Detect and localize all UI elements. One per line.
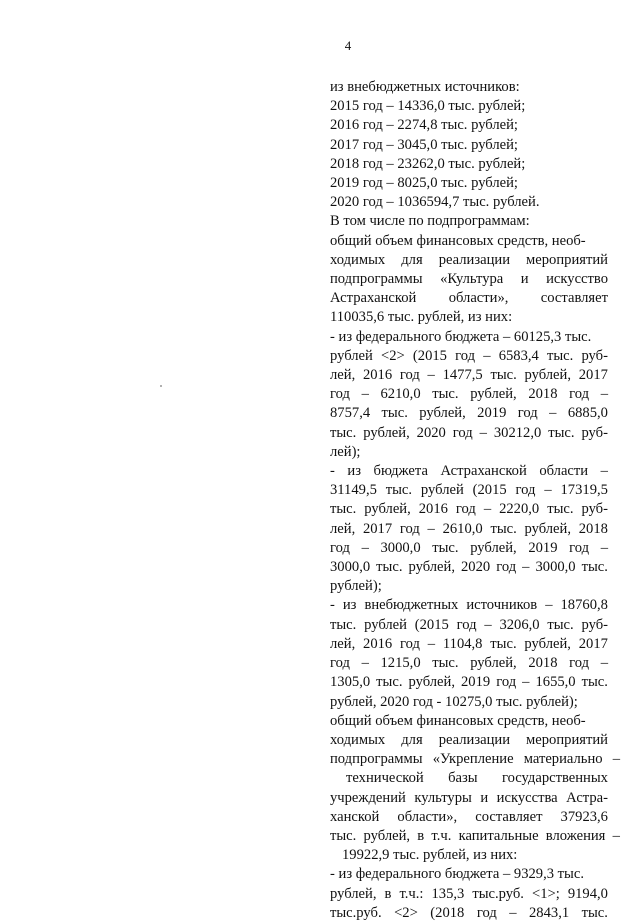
text-line: тыс. рублей, в т.ч. капитальные вложения – (330, 827, 620, 844)
text-line: 3000,0 тыс. рублей, 2020 год – 3000,0 тыс. (330, 559, 608, 576)
text-line: лей, 2016 год – 1104,8 тыс. рублей, 2017 (330, 635, 608, 652)
text-line: год – 6210,0 тыс. рублей, 2018 год – (330, 386, 608, 403)
document-body (330, 78, 620, 923)
text-line: рублей, в т.ч.: 135,3 тыс.руб. <1>; 9194,0 (330, 885, 608, 902)
text-line: 2019 год – 8025,0 тыс. рублей; (330, 175, 518, 192)
text-line: ходимых для реализации мероприятий (330, 251, 608, 268)
text-line: подпрограммы «Культура и искусство (330, 271, 608, 288)
page-number: 4 (344, 38, 352, 53)
text-line: 2015 год – 14336,0 тыс. рублей; (330, 98, 526, 115)
text-line: 110035,6 тыс. рублей, из них: (330, 309, 513, 326)
text-line: 19922,9 тыс. рублей, из них: (342, 847, 518, 864)
text-line: лей); (330, 443, 361, 460)
text-line: лей, 2017 год – 2610,0 тыс. рублей, 2018 (330, 520, 608, 537)
text-line: год – 3000,0 тыс. рублей, 2019 год – (330, 539, 608, 556)
text-line: тыс.руб. <2> (2018 год – 2843,1 тыс. (330, 904, 608, 921)
text-line: рублей <2> (2015 год – 6583,4 тыс. руб- (330, 347, 608, 364)
text-line: - из федерального бюджета – 9329,3 тыс. (330, 866, 584, 883)
text-line: общий объем финансовых средств, необ- (330, 712, 586, 729)
text-line: - из бюджета Астраханской области – (330, 463, 608, 480)
text-line: - из федерального бюджета – 60125,3 тыс. (330, 328, 592, 345)
text-line: 2018 год – 23262,0 тыс. рублей; (330, 155, 526, 172)
text-line: 2017 год – 3045,0 тыс. рублей; (330, 136, 518, 153)
text-line: ханской области», составляет 37923,6 (330, 808, 608, 825)
text-line: ходимых для реализации мероприятий (330, 731, 608, 748)
text-line: общий объем финансовых средств, необ- (330, 232, 586, 249)
scan-speck (160, 385, 162, 387)
text-line: тыс. рублей, 2020 год – 30212,0 тыс. руб- (330, 424, 608, 441)
text-line: рублей, 2020 год - 10275,0 тыс. рублей); (330, 693, 578, 710)
text-line: В том числе по подпрограммам: (330, 213, 530, 230)
text-line: учреждений культуры и искусства Астра- (330, 789, 608, 806)
text-line: тыс. рублей, 2016 год – 2220,0 тыс. руб- (330, 501, 608, 518)
text-line: 8757,4 тыс. рублей, 2019 год – 6885,0 (330, 405, 608, 422)
text-line: 1305,0 тыс. рублей, 2019 год – 1655,0 тыс. (330, 674, 608, 691)
text-line: из внебюджетных источников: (330, 79, 520, 95)
text-line: 2020 год – 1036594,7 тыс. рублей. (330, 194, 540, 211)
text-line: 2016 год – 2274,8 тыс. рублей; (330, 117, 518, 134)
text-line: Астраханской области», составляет (330, 290, 608, 307)
text-line: рублей); (330, 578, 382, 595)
text-line: тыс. рублей (2015 год – 3206,0 тыс. руб- (330, 616, 608, 633)
text-line: подпрограммы «Укрепление материально – (330, 751, 620, 768)
text-line: лей, 2016 год – 1477,5 тыс. рублей, 2017 (330, 367, 608, 384)
text-line: - из внебюджетных источников – 18760,8 (330, 597, 608, 614)
text-line: технической базы государственных (346, 770, 608, 787)
text-line: год – 1215,0 тыс. рублей, 2018 год – (330, 655, 608, 672)
text-line: 31149,5 тыс. рублей (2015 год – 17319,5 (330, 482, 608, 499)
